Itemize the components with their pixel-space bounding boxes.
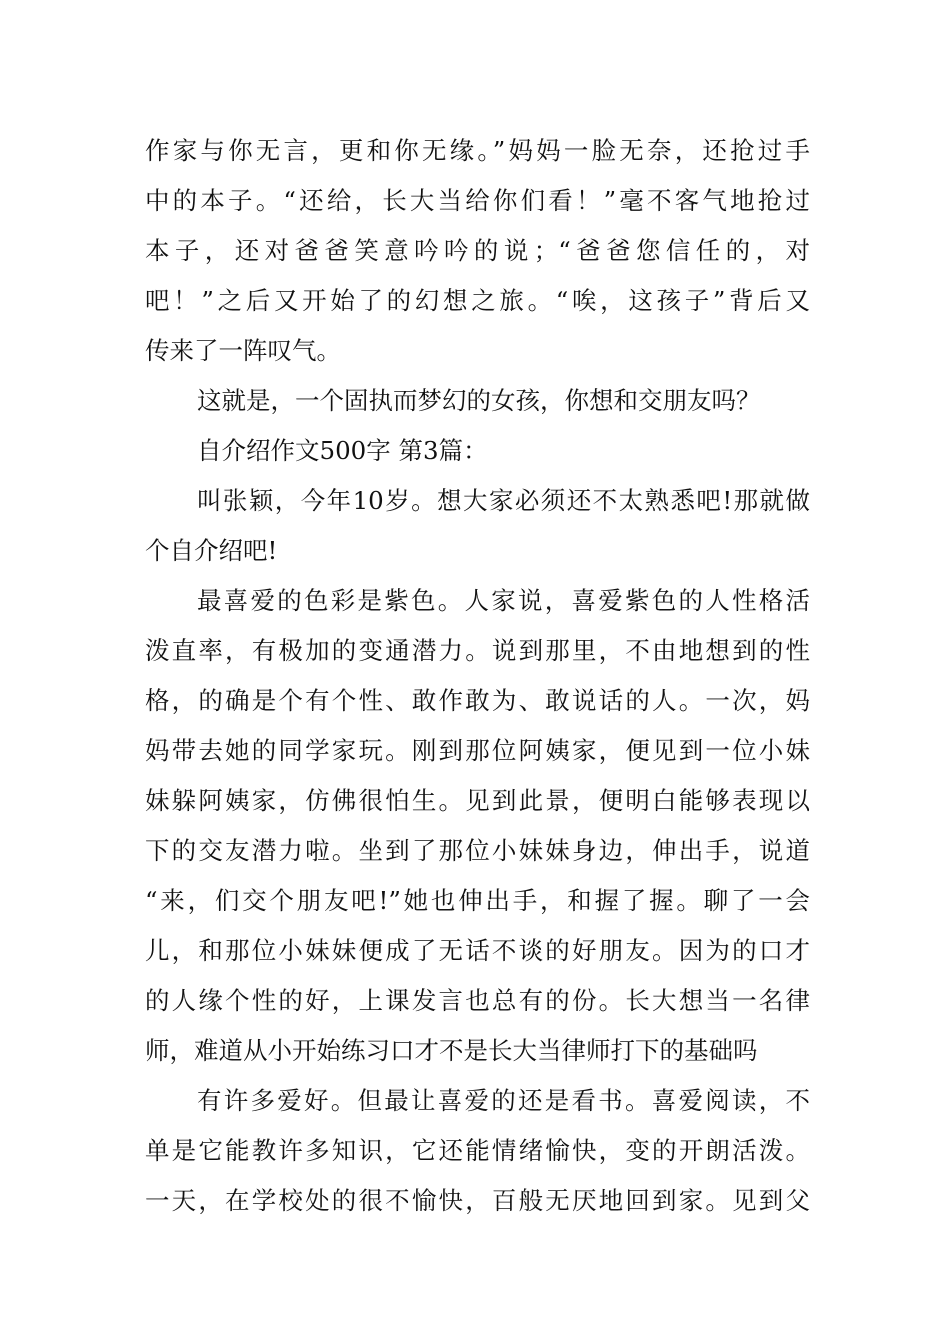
text-line: 格，的确是个有个性、敢作敢为、敢说话的人。一次，妈 xyxy=(145,686,810,715)
text-line: 一天，在学校处的很不愉快，百般无厌地回到家。见到父 xyxy=(145,1186,810,1215)
text-line: 中的本子。“还给，长大当给你们看！”毫不客气地抢过 xyxy=(145,186,810,215)
text-line: 有许多爱好。但最让喜爱的还是看书。喜爱阅读，不 xyxy=(197,1086,810,1115)
text-line: 儿，和那位小妹妹便成了无话不谈的好朋友。因为的口才 xyxy=(145,936,810,965)
body-text xyxy=(145,126,810,1226)
text-line: 下的交友潜力啦。坐到了那位小妹妹身边，伸出手，说道 xyxy=(145,836,810,865)
text-line: 个自介绍吧! xyxy=(145,536,278,565)
text-line: 妈带去她的同学家玩。刚到那位阿姨家，便见到一位小妹 xyxy=(145,736,810,765)
text-line: 师，难道从小开始练习口才不是长大当律师打下的基础吗 xyxy=(145,1036,758,1065)
text-line: 传来了一阵叹气。 xyxy=(145,336,341,365)
text-line: 叫张颖，今年10岁。想大家必须还不太熟悉吧!那就做 xyxy=(197,486,810,515)
text-line: 的人缘个性的好，上课发言也总有的份。长大想当一名律 xyxy=(145,986,810,1015)
text-line: 这就是，一个固执而梦幻的女孩，你想和交朋友吗？ xyxy=(197,386,761,415)
text-line: 吧！”之后又开始了的幻想之旅。“唉，这孩子”背后又 xyxy=(145,286,810,315)
text-line: “来，们交个朋友吧!”她也伸出手，和握了握。聊了一会 xyxy=(145,886,810,915)
section-heading: 自介绍作文500字 第3篇： xyxy=(197,436,488,465)
text-line: 妹躲阿姨家，仿佛很怕生。见到此景，便明白能够表现以 xyxy=(145,786,810,815)
text-line: 本子，还对爸爸笑意吟吟的说；“爸爸您信任的，对 xyxy=(145,236,810,265)
text-line: 最喜爱的色彩是紫色。人家说，喜爱紫色的人性格活 xyxy=(197,586,810,615)
text-line: 作家与你无言，更和你无缘。”妈妈一脸无奈，还抢过手 xyxy=(145,136,810,165)
text-line: 泼直率，有极加的变通潜力。说到那里，不由地想到的性 xyxy=(145,636,810,665)
text-line: 单是它能教许多知识，它还能情绪愉快，变的开朗活泼。 xyxy=(145,1136,810,1165)
